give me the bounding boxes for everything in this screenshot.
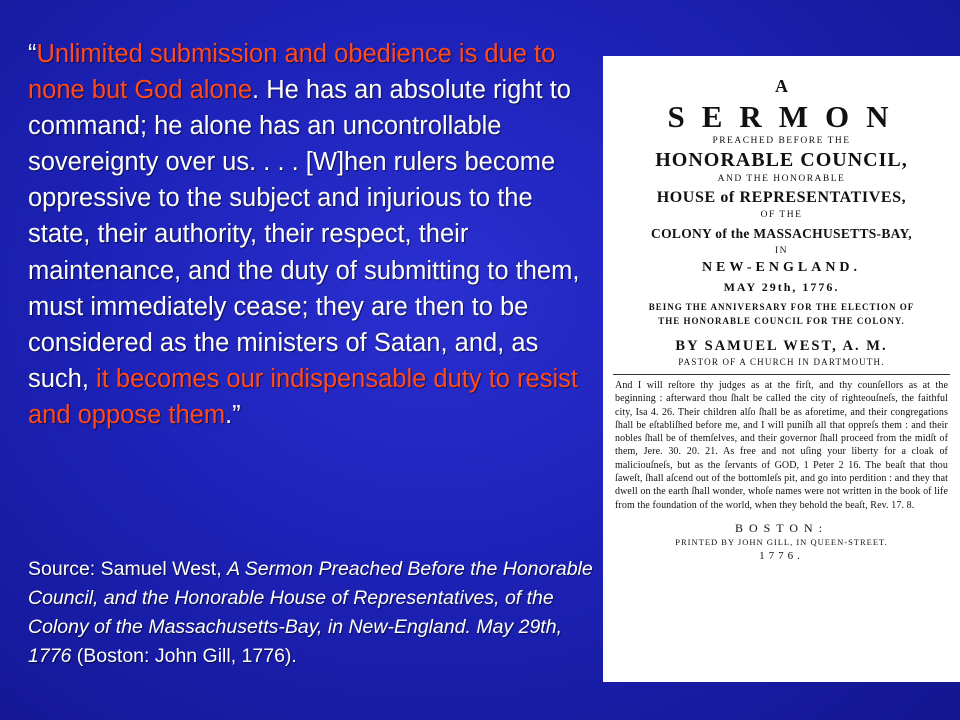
title-page-sermon: SERMON	[667, 99, 906, 134]
quote-highlight-2: it becomes our indispensable duty to resist and oppose them	[28, 364, 578, 429]
title-page-pastor: PASTOR OF A CHURCH IN DARTMOUTH.	[678, 357, 885, 367]
title-page-year: 1776.	[759, 549, 804, 562]
source-prefix: Source: Samuel West,	[28, 558, 228, 580]
source-title: A Sermon Preached Before the Honorable Council, and the Honorable House of Representatives, of the Colony of the Massachusetts-Bay, in New-England. May 29th, 1776	[28, 558, 593, 667]
title-page-date: MAY 29th, 1776.	[723, 280, 840, 294]
sermon-title-page-image	[603, 56, 960, 682]
quote-open-mark: “	[28, 40, 37, 68]
title-page-anniversary-1: BEING THE ANNIVERSARY FOR THE ELECTION OF	[648, 302, 915, 312]
title-page-printer: PRINTED BY JOHN GILL, IN QUEEN-STREET.	[675, 536, 888, 547]
title-page-author: BY SAMUEL WEST, A. M.	[675, 338, 888, 354]
title-page-new-england: NEW-ENGLAND.	[701, 260, 862, 275]
sermon-quote	[28, 36, 588, 433]
title-page-of-the: OF THE	[760, 210, 803, 220]
title-page-preached: PREACHED BEFORE THE	[712, 136, 851, 146]
title-page-scripture: And I will reſtore thy judges as at the firſt, and thy counſellors as at the beginning : afterward thou ſhalt be called the city of righteouſneſs, the faithful city, Isa 4. 26. Their children alſo ſhall be as aforetime, and their congregations ſhall be eſtabliſhed before me, and I will puniſh all that oppreſs them : and their nobles ſhall be of themſelves, and their governor ſhall proceed from the midſt of them, Jere. 30. 20. 21. As free and not uſing your liberty for a cloak of maliciouſneſs, but as the ſervants of GOD, 1 Peter 2 16. The beaſt that thou ſaweſt, ſhall aſcend out of the bottomleſs pit, and go into perdition : and they that dwell on the earth ſhall wonder, whoſe names were not written in the book of life from the foundation of the world, when they behold the beaſt, Rev. 17. 8.	[615, 380, 948, 511]
title-page-and-honorable: AND THE HONORABLE	[717, 174, 846, 184]
source-citation	[28, 555, 593, 671]
title-page-divider	[613, 374, 950, 375]
title-page-boston: BOSTON:	[734, 520, 829, 535]
quote-highlight-1: Unlimited submission and obedience is due to none but God alone	[28, 40, 556, 105]
title-page-a: A	[775, 76, 788, 96]
source-suffix: (Boston: John Gill, 1776).	[71, 645, 297, 667]
title-page-in: IN	[774, 246, 789, 256]
quote-body: . He has an absolute right to command; he alone has an uncontrollable sovereignty over us. . . . [W]hen rulers become oppressive to the subject and injurious to the state, their authority, their respect, their maintenance, and the duty of submitting to them, must immediately cease; they are then to be considered as the ministers of Satan, and, as such,	[28, 76, 580, 393]
title-page-colony: COLONY of the MASSACHUSETTS-BAY,	[651, 226, 912, 241]
quote-close-mark: .”	[225, 400, 241, 429]
title-page-house: HOUSE of REPRESENTATIVES,	[656, 189, 907, 206]
title-page-anniversary-2: THE HONORABLE COUNCIL FOR THE COLONY.	[658, 316, 905, 326]
title-page-council: HONORABLE COUNCIL,	[655, 149, 908, 171]
